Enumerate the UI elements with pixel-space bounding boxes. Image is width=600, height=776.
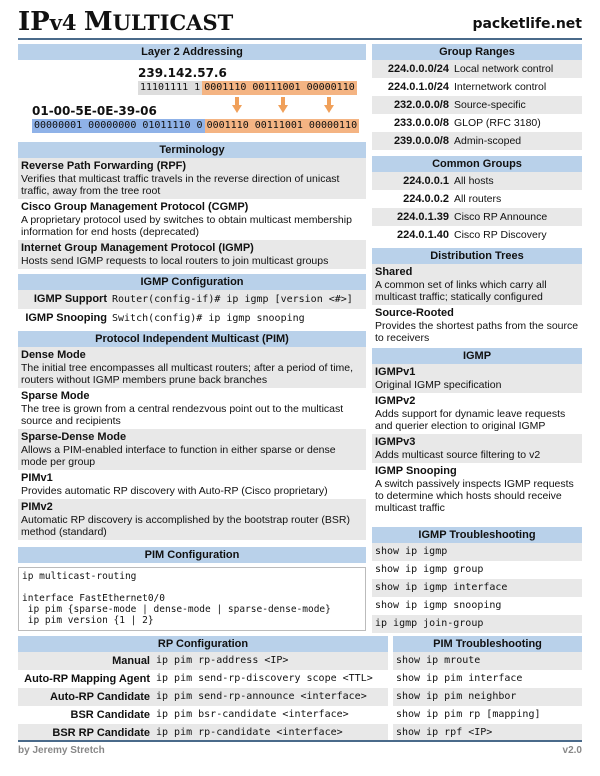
command-row: show ip igmp interface xyxy=(372,579,582,597)
section-heading: Group Ranges xyxy=(372,44,582,60)
version: v2.0 xyxy=(562,745,582,756)
config-row: Auto-RP Mapping Agent ip pim send-rp-discovery scope <TTL> xyxy=(24,673,373,685)
igmp-troubleshooting-section xyxy=(372,527,582,633)
section-heading: Common Groups xyxy=(372,156,582,172)
igmp-section xyxy=(372,348,582,516)
mac-binary xyxy=(32,119,359,133)
group-row: 224.0.1.40 Cisco RP Discovery xyxy=(397,229,547,241)
common-groups-section xyxy=(372,156,582,244)
section-heading: PIM Configuration xyxy=(18,547,366,563)
section-heading: IGMP xyxy=(372,348,582,364)
term-item: Reverse Path Forwarding (RPF) Verifies that multicast traffic travels in the reverse direction of unicast traffic, away from the tree root xyxy=(18,158,366,199)
config-row: IGMP Snooping Switch(config)# ip igmp snooping xyxy=(25,312,305,324)
command-row: show ip mroute xyxy=(393,652,582,670)
command-row: show ip rpf <IP> xyxy=(393,724,582,742)
term-item: IGMPv1 Original IGMP specification xyxy=(372,364,582,393)
pim-troubleshooting-section xyxy=(393,636,582,742)
pim-section xyxy=(18,331,366,540)
ip-binary xyxy=(138,81,357,95)
group-row: 224.0.0.1 All hosts xyxy=(372,172,582,190)
terminology-section xyxy=(18,142,366,269)
group-ranges-section xyxy=(372,44,582,150)
site-name: packetlife.net xyxy=(472,16,582,32)
group-row: 224.0.0.2 All routers xyxy=(403,193,502,205)
page-title: IPv4 MULTICAST xyxy=(18,7,234,37)
config-row: IGMP Support Router(config-if)# ip igmp [version <#>] xyxy=(18,290,366,309)
section-heading: IGMP Troubleshooting xyxy=(372,527,582,543)
page-footer xyxy=(18,740,582,760)
section-heading: RP Configuration xyxy=(18,636,388,652)
ip-address: 239.142.57.6 xyxy=(138,66,227,80)
ip-binary-low-bits: 0001110 00111001 00000110 xyxy=(204,82,355,93)
range-row: 224.0.1.0/24 Internetwork control xyxy=(387,81,547,93)
rp-configuration-section xyxy=(18,636,388,742)
range-row: 224.0.0.0/24 Local network control xyxy=(372,60,582,78)
range-row: 233.0.0.0/8 GLOP (RFC 3180) xyxy=(393,117,541,129)
term-item: Sparse-Dense Mode Allows a PIM-enabled interface to function in either sparse or dense mode per group xyxy=(18,429,366,470)
config-row: BSR Candidate ip pim bsr-candidate <interface> xyxy=(70,709,349,721)
author: by Jeremy Stretch xyxy=(18,745,105,756)
command-row: show ip igmp snooping xyxy=(375,600,502,611)
command-row: show ip pim rp [mapping] xyxy=(396,709,541,720)
mapping-arrows xyxy=(218,97,358,115)
config-row: Manual ip pim rp-address <IP> xyxy=(18,652,388,670)
command-row: show ip igmp group xyxy=(375,564,484,575)
igmp-configuration-section xyxy=(18,274,366,328)
section-heading: Terminology xyxy=(18,142,366,158)
code-block: ip multicast-routing interface FastEthernet0/0 ip pim {sparse-mode | dense-mode | sparse-dense-mode} ip pim version {1 | 2} xyxy=(18,567,366,631)
config-row: Auto-RP Candidate ip pim send-rp-announce <interface> xyxy=(18,688,388,706)
range-row: 232.0.0.0/8 Source-specific xyxy=(372,96,582,114)
term-item: Dense Mode The initial tree encompasses all multicast routers; after a period of time, routers without IGMP members prune back branches xyxy=(18,347,366,388)
term-item: Cisco Group Management Protocol (CGMP) A proprietary protocol used by switches to obtain multicast membership information for end hosts (deprecated) xyxy=(21,201,352,238)
term-item: IGMPv2 Adds support for dynamic leave requests and querier election to original IGMP xyxy=(375,395,566,432)
range-row: 239.0.0.0/8 Admin-scoped xyxy=(372,132,582,150)
header-rule xyxy=(18,38,582,40)
mac-binary-mapped: 0001110 00111001 00000110 xyxy=(206,120,358,131)
term-item: Source-Rooted Provides the shortest paths from the source to receivers xyxy=(375,307,579,344)
section-heading: IGMP Configuration xyxy=(18,274,366,290)
section-heading: Protocol Independent Multicast (PIM) xyxy=(18,331,366,347)
layer2-addressing-section xyxy=(18,44,366,136)
command-row: ip igmp join-group xyxy=(372,615,582,633)
distribution-trees-section xyxy=(372,248,582,346)
ip-binary-high-bits: 11101111 1 xyxy=(140,82,201,93)
term-item: IGMP Snooping A switch passively inspects IGMP requests to determine which hosts should receive multicast traffic xyxy=(375,465,574,514)
section-heading: Layer 2 Addressing xyxy=(18,44,366,60)
section-heading: PIM Troubleshooting xyxy=(393,636,582,652)
term-item: PIMv2 Automatic RP discovery is accomplished by the bootstrap router (BSR) method (standard) xyxy=(18,499,366,540)
term-item: Internet Group Management Protocol (IGMP) Hosts send IGMP requests to local routers to join multicast groups xyxy=(18,240,366,269)
command-row: show ip pim interface xyxy=(396,673,523,684)
arrow-down-icon xyxy=(278,97,288,113)
term-item: IGMPv3 Adds multicast source filtering to v2 xyxy=(372,434,582,463)
mac-address: 01-00-5E-0E-39-06 xyxy=(32,104,157,118)
section-heading: Distribution Trees xyxy=(372,248,582,264)
command-row: show ip pim neighbor xyxy=(393,688,582,706)
pim-configuration-section xyxy=(18,547,366,631)
term-item: PIMv1 Provides automatic RP discovery with Auto-RP (Cisco proprietary) xyxy=(21,472,328,497)
page-header xyxy=(0,0,600,42)
arrow-down-icon xyxy=(232,97,242,113)
term-item: Sparse Mode The tree is grown from a central rendezvous point out to the multicast source and recipients xyxy=(21,390,344,427)
arrow-down-icon xyxy=(324,97,334,113)
group-row: 224.0.1.39 Cisco RP Announce xyxy=(372,208,582,226)
mac-binary-prefix: 00000001 00000000 01011110 0 xyxy=(34,120,203,131)
footer-rule xyxy=(18,740,582,742)
config-row: BSR RP Candidate ip pim rp-candidate <interface> xyxy=(18,724,388,742)
command-row: show ip igmp xyxy=(372,543,582,561)
term-item: Shared A common set of links which carry all multicast traffic; statically configured xyxy=(372,264,582,305)
